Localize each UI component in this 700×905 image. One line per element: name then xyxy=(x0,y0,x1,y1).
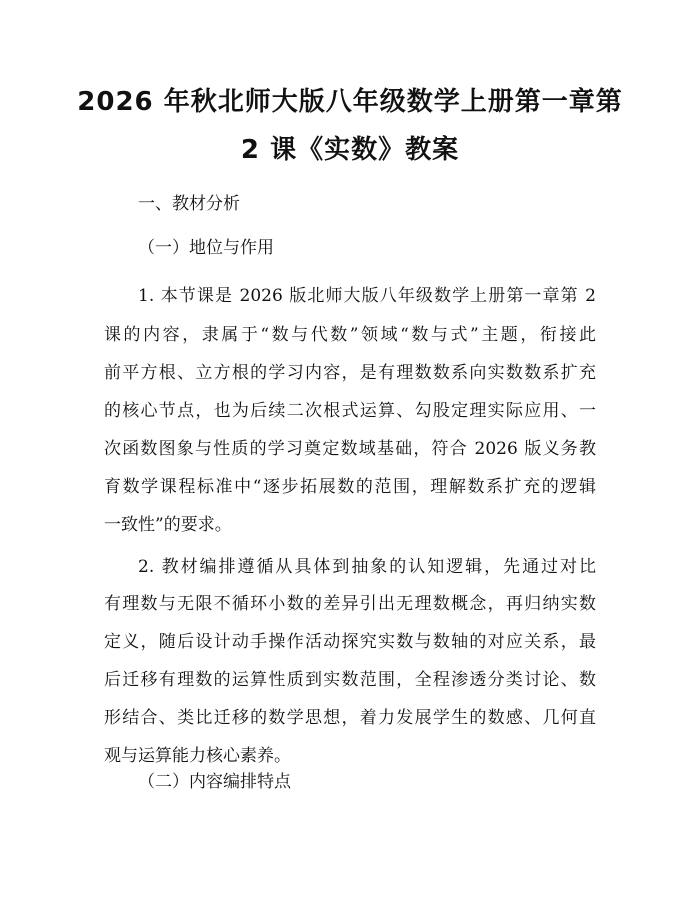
paragraph-1-line: 课的内容，隶属于“数与代数”领域“数与式”主题，衔接此 xyxy=(104,325,596,345)
paragraph-2-line: 有理数与无限不循环小数的差异引出无理数概念，再归纳实数 xyxy=(104,594,596,614)
paragraph-1-line: 的核心节点，也为后续二次根式运算、勾股定理实际应用、一 xyxy=(104,401,596,421)
document-title-line-1: 2026 年秋北师大版八年级数学上册第一章第 xyxy=(77,87,623,117)
paragraph-2-line: 形结合、类比迁移的数学思想，着力发展学生的数感、几何直 xyxy=(104,708,596,728)
paragraph-2-line: 后迁移有理数的运算性质到实数范围，全程渗透分类讨论、数 xyxy=(104,670,596,690)
paragraph-2-line: 2. 教材编排遵循从具体到抽象的认知逻辑，先通过对比 xyxy=(138,557,596,577)
paragraph-2-line: 定义，随后设计动手操作活动探究实数与数轴的对应关系，最 xyxy=(104,632,596,652)
section-heading-teaching-material-analysis: 一、教材分析 xyxy=(138,194,240,214)
paragraph-1-line: 1. 本节课是 2026 版北师大版八年级数学上册第一章第 2 xyxy=(138,286,596,306)
paragraph-1-line: 次函数图象与性质的学习奠定数域基础，符合 2026 版义务教 xyxy=(104,439,596,459)
paragraph-2-line: 观与运算能力核心素养。 xyxy=(104,746,291,766)
paragraph-1-line: 一致性”的要求。 xyxy=(104,515,232,535)
subsection-heading-content-arrangement: （二）内容编排特点 xyxy=(138,772,291,792)
document-title-line-2: 2 课《实数》教案 xyxy=(240,135,460,165)
subsection-heading-position-and-role: （一）地位与作用 xyxy=(138,238,274,258)
paragraph-1-line: 前平方根、立方根的学习内容，是有理数数系向实数数系扩充 xyxy=(104,363,596,383)
paragraph-1-line: 育数学课程标准中“逐步拓展数的范围，理解数系扩充的逻辑 xyxy=(104,477,596,497)
